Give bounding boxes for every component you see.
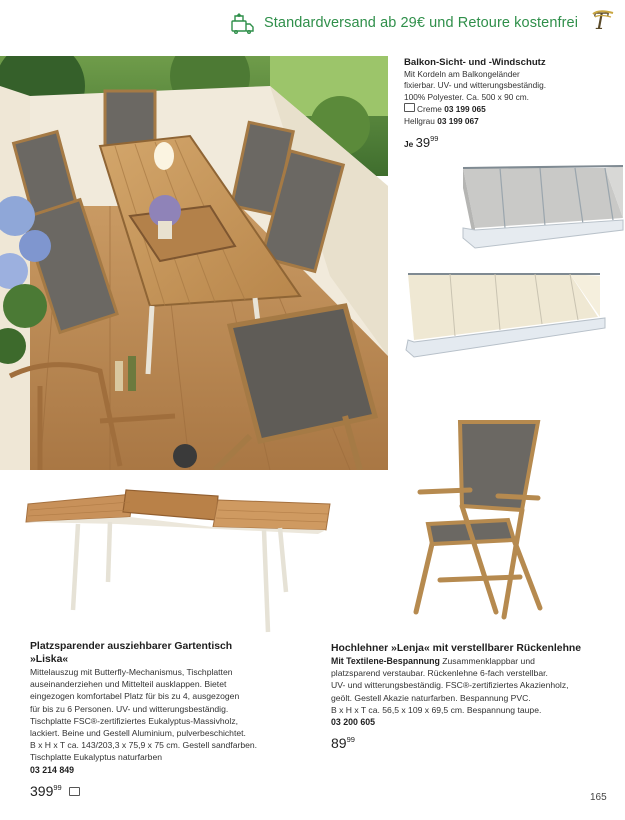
product-description-line: UV- und witterungsbeständig. FSC®-zertifiziertes Akazienholz, (331, 680, 569, 691)
item-number: 03 200 605 (331, 717, 376, 728)
price: $39^{99}$ (415, 134, 439, 151)
price-line: Je $39^{99}$ (404, 134, 439, 151)
price: $89^{99}$ (331, 735, 355, 752)
liska-product-info (30, 640, 300, 801)
product-description-line: für bis zu 6 Personen. UV- und witterungsbeständig. (30, 703, 229, 714)
product-description-line: auseinanderziehen und Mittelteil ausklappen. Bietet (30, 679, 227, 690)
liska-table-photo (18, 482, 336, 640)
windscreen-creme-photo (400, 262, 612, 366)
balcony-garden-set-photo (0, 56, 388, 470)
windscreen-product-info (404, 56, 619, 151)
product-subtitle: Mit Textilene-Bespannung (331, 656, 440, 666)
product-description-line: Mit Textilene-Bespannung Zusammenklappbar und (331, 656, 535, 666)
item-number: 03 214 849 (30, 764, 75, 775)
product-title: Platzsparender ausziehbarer Gartentisch (30, 641, 233, 652)
product-description-line: Tischplatte Eukalyptus naturfarben (30, 752, 163, 763)
product-description-line: Mittelauszug mit Butterfly-Mechanismus, Tischplatten (30, 667, 233, 677)
shipping-banner (230, 10, 578, 36)
product-title: »Liska« (30, 654, 69, 665)
product-title: Balkon-Sicht- und -Windschutz (404, 57, 546, 68)
svg-text:T: T (593, 10, 608, 34)
product-description-line: eingezogen komfortabel Platz für bis zu 4, ausgezogen (30, 691, 240, 702)
product-title: Hochlehner »Lenja« mit verstellbarer Rückenlehne (331, 643, 582, 654)
product-description-line: fixierbar. UV- und witterungsbeständig. (404, 80, 547, 91)
product-description-line: geölt. Gestell Akazie naturfarben. Bespannung PVC. (331, 692, 531, 703)
variant-creme: Creme 03 199 065 (404, 103, 619, 115)
product-description-line: Tischplatte FSC®-zertifiziertes Eukalyptus-Massivholz, (30, 715, 239, 726)
product-description-line: Mit Kordeln am Balkongeländer (404, 69, 520, 79)
product-description-line: B x H x T ca. 143/203,3 x 75,9 x 75 cm. Gestell sandfarben. (30, 740, 258, 751)
order-icon (404, 103, 415, 112)
product-description-line: B x H x T ca. 56,5 x 109 x 69,5 cm. Bespannung taupe. (331, 704, 542, 715)
truck-box-icon (230, 12, 256, 34)
truck-icon (69, 787, 80, 796)
product-description-line: 100% Polyester. Ca. 500 x 90 cm. (404, 91, 529, 102)
product-description-line: lackiert. Beine und Gestell Aluminium, pulverbeschichtet. (30, 728, 246, 739)
tchibo-logo-icon (590, 8, 616, 34)
shipping-text: Standardversand ab 29€ und Retoure kostenfrei (264, 15, 579, 31)
item-number: 03 199 067 (437, 115, 479, 126)
item-number: 03 199 065 (444, 104, 486, 115)
price-line (331, 732, 606, 753)
price-line (30, 780, 300, 801)
lenja-chair-photo (410, 412, 550, 622)
windscreen-grey-photo (455, 158, 625, 258)
lenja-product-info (331, 642, 606, 753)
variant-hellgrau: Hellgrau 03 199 067 (404, 115, 479, 126)
product-description-line: platzsparend verstaubar. Rückenlehne 6-fach verstellbar. (331, 668, 548, 679)
price: $399^{99}$ (30, 782, 62, 799)
page-number: 165 (590, 792, 607, 803)
